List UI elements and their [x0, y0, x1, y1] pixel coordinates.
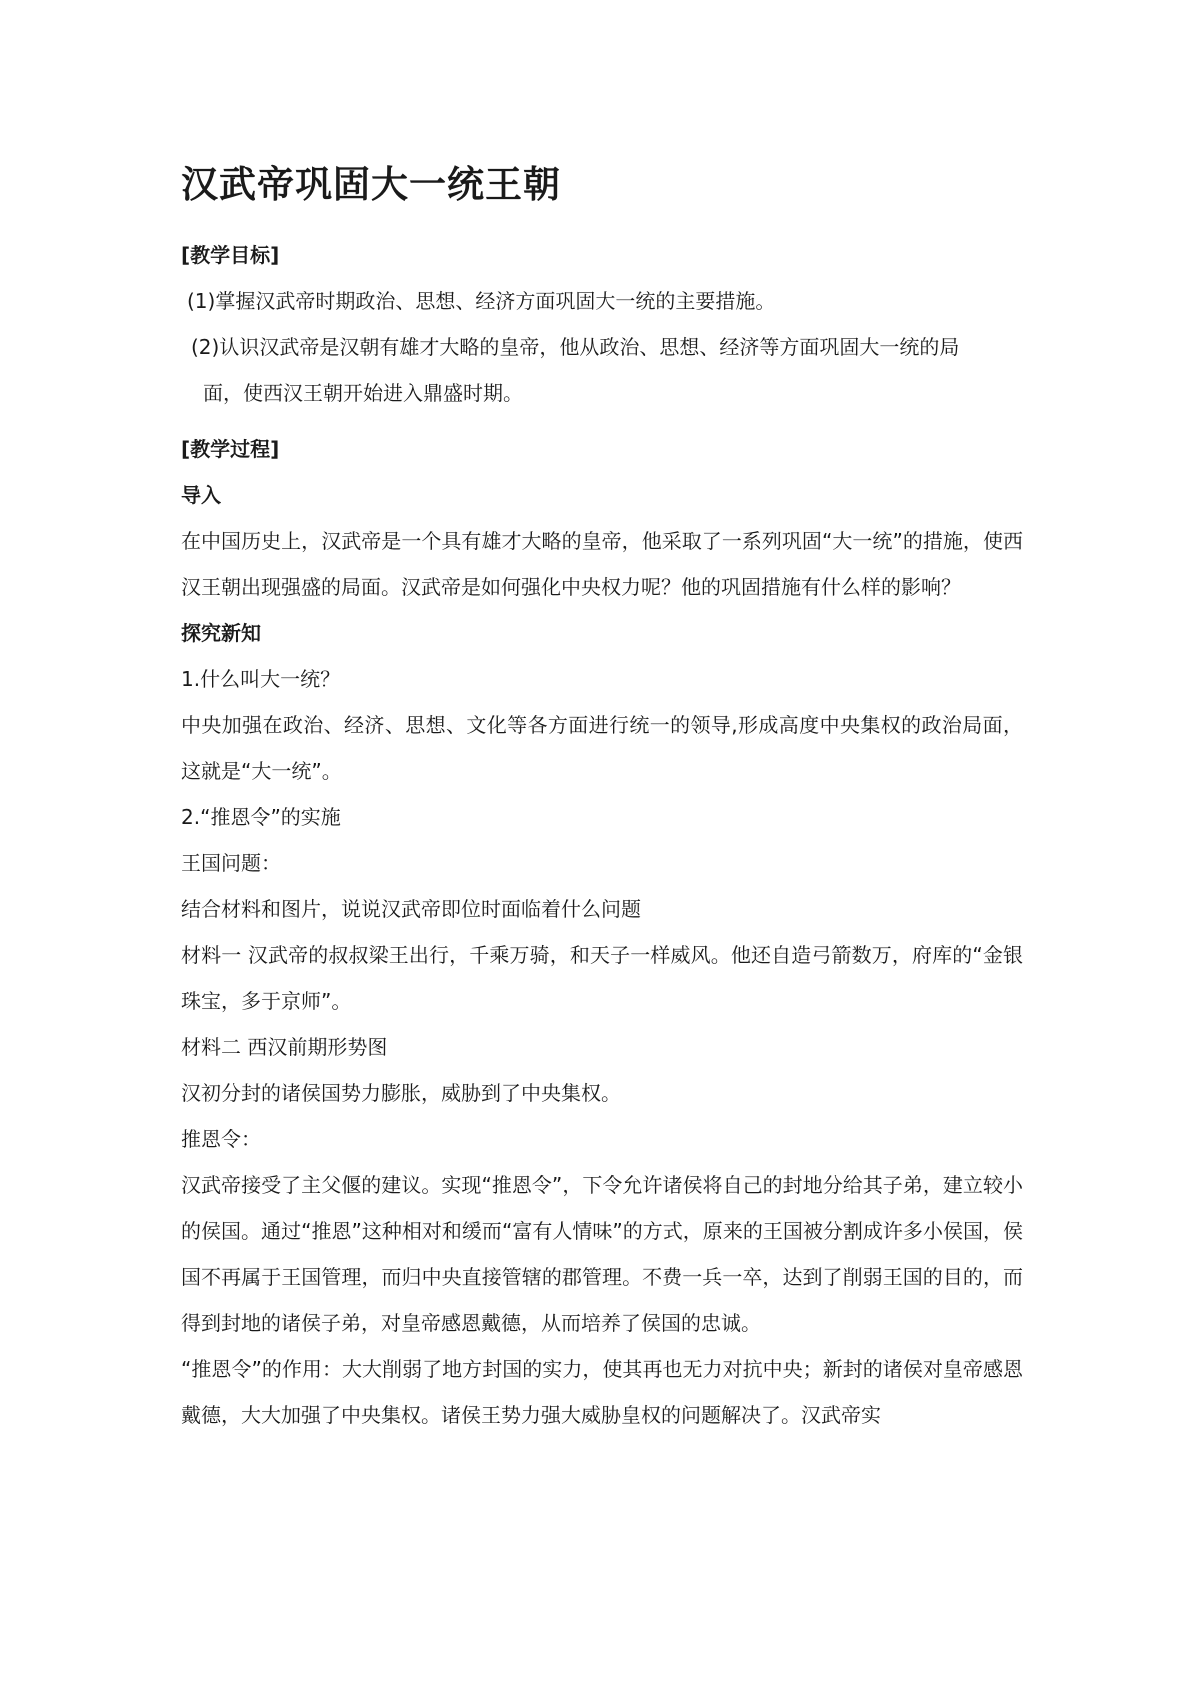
document-body: [181, 160, 1023, 1438]
task-prompt: 结合材料和图片，说说汉武帝即位时面临着什么问题: [181, 897, 641, 921]
intro-paragraph: 在中国历史上，汉武帝是一个具有雄才大略的皇帝，他采取了一系列巩固“大一统”的措施，使西汉王朝出现强盛的局面。汉武帝是如何强化中央权力呢？他的巩固措施有什么样的影响？: [181, 529, 1023, 599]
intro-heading: 导入: [181, 483, 221, 507]
tuien-label: 推恩令：: [181, 1127, 261, 1151]
material-1: 材料一 汉武帝的叔叔梁王出行，千乘万骑，和天子一样威风。他还自造弓箭数万，府库的“金银珠宝，多于京师”。: [181, 943, 1023, 1013]
goals-heading: [教学目标]: [181, 243, 280, 267]
goal-2: [181, 324, 1023, 416]
process-heading: [教学过程]: [181, 437, 280, 461]
page-title: 汉武帝巩固大一统王朝: [181, 163, 561, 206]
question-1: 1.什么叫大一统？: [181, 667, 341, 691]
material-2: 材料二 西汉前期形势图: [181, 1035, 388, 1059]
question-1-answer: 中央加强在政治、经济、思想、文化等各方面进行统一的领导,形成高度中央集权的政治局面，这就是“大一统”。: [181, 713, 1023, 783]
question-2: 2.“推恩令”的实施: [181, 805, 341, 829]
explore-heading: 探究新知: [181, 621, 261, 645]
goal-1: (1)掌握汉武帝时期政治、思想、经济方面巩固大一统的主要措施。: [187, 289, 776, 313]
situation-summary: 汉初分封的诸侯国势力膨胀，威胁到了中央集权。: [181, 1081, 621, 1105]
kingdom-problem-label: 王国问题：: [181, 851, 281, 875]
goal-2-line2: 面，使西汉王朝开始进入鼎盛时期。: [203, 381, 523, 405]
goal-2-line1: (2)认识汉武帝是汉朝有雄才大略的皇帝，他从政治、思想、经济等方面巩固大一统的局: [191, 335, 960, 359]
tuien-effect-paragraph: “推恩令”的作用：大大削弱了地方封国的实力，使其再也无力对抗中央；新封的诸侯对皇帝感恩戴德，大大加强了中央集权。诸侯王势力强大威胁皇权的问题解决了。汉武帝实: [181, 1357, 1023, 1427]
tuien-paragraph: 汉武帝接受了主父偃的建议。实现“推恩令”，下令允许诸侯将自己的封地分给其子弟，建立较小的侯国。通过“推恩”这种相对和缓而“富有人情味”的方式，原来的王国被分割成许多小侯国，侯国不再属于王国管理，而归中央直接管辖的郡管理。不费一兵一卒，达到了削弱王国的目的，而得到封地的诸侯子弟，对皇帝感恩戴德，从而培养了侯国的忠诚。: [181, 1173, 1023, 1335]
